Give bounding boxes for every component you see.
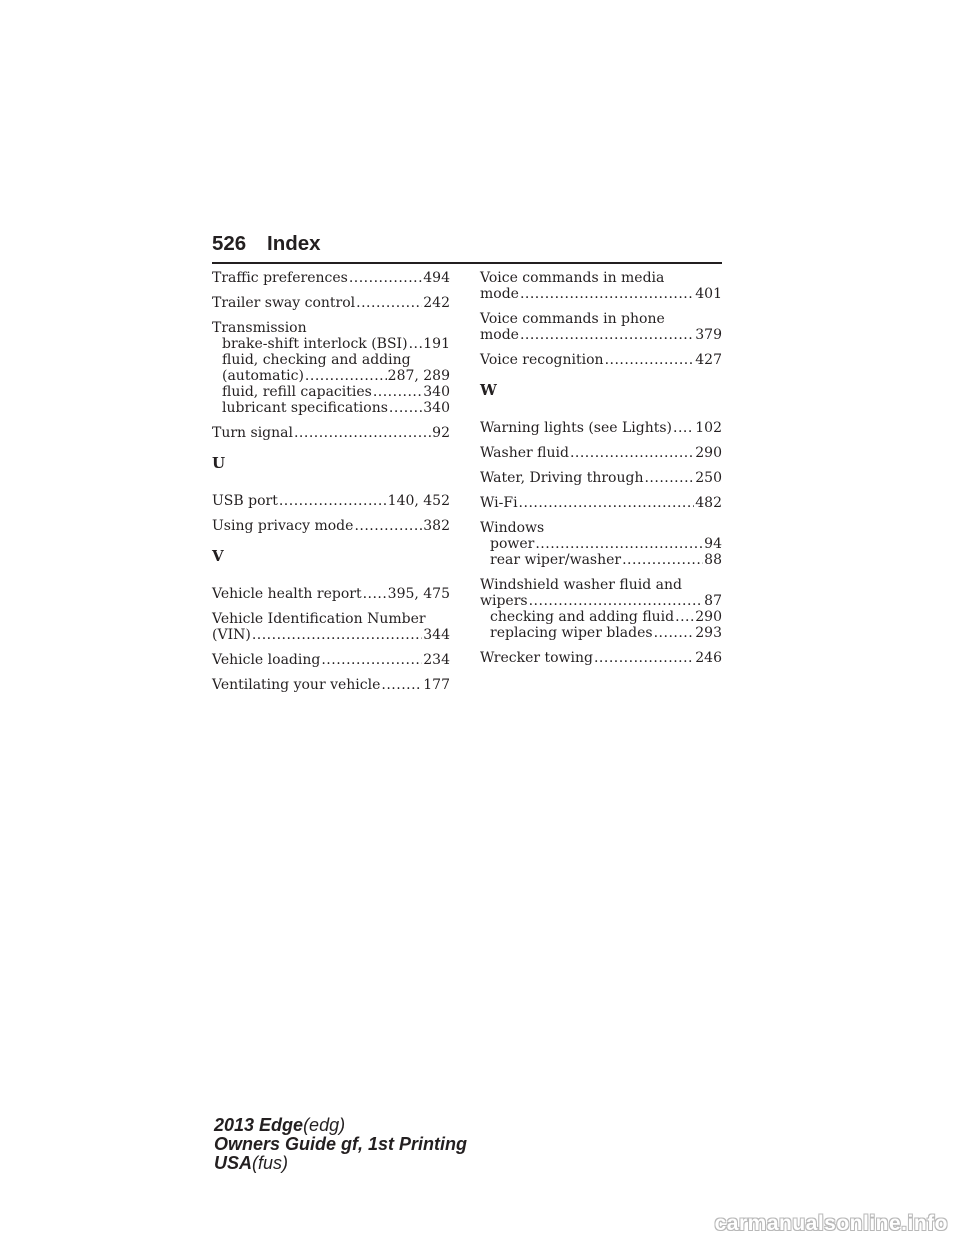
entry-page: 379 <box>695 327 722 343</box>
entry-text: Voice recognition <box>480 352 604 368</box>
dot-leader <box>594 650 694 666</box>
index-column-left <box>212 270 450 702</box>
subentry-page: 88 <box>704 552 722 568</box>
index-entry-washer-fluid <box>480 445 722 461</box>
entry-page: 494 <box>423 270 450 286</box>
entry-text: USB port <box>212 493 278 509</box>
subentry-page: 191 <box>423 336 450 352</box>
entry-page: 382 <box>423 518 450 534</box>
entry-page: 250 <box>695 470 722 486</box>
entry-page: 177 <box>423 677 450 693</box>
dot-leader <box>535 536 703 552</box>
dot-leader <box>570 445 694 461</box>
dot-leader <box>654 625 695 641</box>
index-entry-vehicle-loading <box>212 652 450 668</box>
footer-model: 2013 Edge <box>214 1115 304 1135</box>
index-entry-windshield <box>480 577 722 641</box>
entry-text: Vehicle health report <box>212 586 362 602</box>
entry-text: Washer fluid <box>480 445 569 461</box>
entry-text: Wi-Fi <box>480 495 518 511</box>
footer-line-guide <box>214 1135 467 1154</box>
dot-leader <box>381 677 422 693</box>
subentry-text: rear wiper/washer <box>490 552 622 568</box>
subentry-page: 287, 289 <box>387 368 450 384</box>
subentry-text: checking and adding fluid <box>490 609 675 625</box>
dot-leader <box>349 270 422 286</box>
index-entry-trailer <box>212 295 450 311</box>
entry-heading: Transmission <box>212 320 307 336</box>
entry-page: 140, 452 <box>387 493 450 509</box>
entry-text: mode <box>480 286 519 302</box>
footer-line-model <box>214 1116 467 1135</box>
dot-leader <box>605 352 695 368</box>
subentry-text: fluid, checking and adding <box>222 352 411 368</box>
index-entry-voice-phone <box>480 311 722 343</box>
entry-page: 482 <box>695 495 722 511</box>
subentry-page: 340 <box>423 384 450 400</box>
dot-leader <box>520 286 694 302</box>
index-entry-vin <box>212 611 450 643</box>
entry-text: Traffic preferences <box>212 270 348 286</box>
subentry-text: lubricant specifications <box>222 400 388 416</box>
entry-text: Turn signal <box>212 425 293 441</box>
dot-leader <box>520 327 694 343</box>
dot-leader <box>409 336 423 352</box>
dot-leader <box>356 295 422 311</box>
watermark: carmanualsonline.info <box>714 1212 948 1235</box>
entry-text: Windshield washer fluid and <box>480 577 682 593</box>
entry-heading: Windows <box>480 520 545 536</box>
index-entry-warning-lights <box>480 420 722 436</box>
entry-page: 344 <box>423 627 450 643</box>
footer-market-code: (fus) <box>252 1153 289 1173</box>
index-entry-water <box>480 470 722 486</box>
subentry-text: brake-shift interlock (BSI) <box>222 336 408 352</box>
subentry-page: 340 <box>423 400 450 416</box>
subentry-page: 293 <box>695 625 722 641</box>
entry-text: Trailer sway control <box>212 295 356 311</box>
footer-model-code: (edg) <box>303 1115 346 1135</box>
entry-page: 102 <box>695 420 722 436</box>
index-entry-turn-signal <box>212 425 450 441</box>
entry-text: Voice commands in media <box>480 270 665 286</box>
index-entry-health-report <box>212 586 450 602</box>
page-title: Index <box>267 232 321 255</box>
footer-guide: Owners Guide gf, 1st Printing <box>214 1134 468 1154</box>
index-entry-usb-port <box>212 493 450 509</box>
entry-text: wipers <box>480 593 528 609</box>
dot-leader <box>279 493 387 509</box>
index-entry-windows <box>480 520 722 568</box>
entry-page: 246 <box>695 650 722 666</box>
footer-line-market <box>214 1154 467 1173</box>
entry-page: 87 <box>704 593 722 609</box>
entry-text: Vehicle Identification Number <box>212 611 426 627</box>
entry-page: 401 <box>695 286 722 302</box>
dot-leader <box>305 368 387 384</box>
index-entry-traffic <box>212 270 450 286</box>
dot-leader <box>519 495 695 511</box>
dot-leader <box>675 609 694 625</box>
dot-leader <box>294 425 431 441</box>
footer-market: USA <box>214 1153 253 1173</box>
index-column-right <box>480 270 722 675</box>
entry-page: 92 <box>432 425 450 441</box>
index-entry-transmission <box>212 320 450 416</box>
index-entry-voice-media <box>480 270 722 302</box>
page-header <box>212 230 722 264</box>
entry-text: Warning lights (see Lights) <box>480 420 673 436</box>
entry-text: Water, Driving through <box>480 470 644 486</box>
entry-page: 395, 475 <box>387 586 450 602</box>
dot-leader <box>529 593 704 609</box>
entry-text: Voice commands in phone <box>480 311 665 327</box>
index-entry-voice-recognition <box>480 352 722 368</box>
entry-text: Using privacy mode <box>212 518 354 534</box>
entry-page: 242 <box>423 295 450 311</box>
subentry-text: fluid, refill capacities <box>222 384 372 400</box>
dot-leader <box>673 420 694 436</box>
entry-text: Wrecker towing <box>480 650 593 666</box>
subentry-text: replacing wiper blades <box>490 625 653 641</box>
dot-leader <box>622 552 703 568</box>
entry-text: (VIN) <box>212 627 251 643</box>
entry-page: 290 <box>695 445 722 461</box>
dot-leader <box>354 518 422 534</box>
entry-text: Ventilating your vehicle <box>212 677 381 693</box>
dot-leader <box>373 384 422 400</box>
section-letter-w: W <box>480 381 497 399</box>
entry-text: mode <box>480 327 519 343</box>
index-entry-privacy-mode <box>212 518 450 534</box>
index-entry-ventilating <box>212 677 450 693</box>
dot-leader <box>389 400 422 416</box>
dot-leader <box>321 652 422 668</box>
entry-page: 234 <box>423 652 450 668</box>
index-entry-wrecker <box>480 650 722 666</box>
subentry-page: 94 <box>704 536 722 552</box>
entry-page: 427 <box>695 352 722 368</box>
dot-leader <box>644 470 694 486</box>
section-letter-u: U <box>212 454 226 472</box>
entry-text: Vehicle loading <box>212 652 321 668</box>
subentry-text: (automatic) <box>222 368 304 384</box>
subentry-text: power <box>490 536 535 552</box>
subentry-page: 290 <box>695 609 722 625</box>
page-number: 526 <box>212 232 247 255</box>
dot-leader <box>363 586 387 602</box>
print-footer <box>214 1116 467 1173</box>
dot-leader <box>252 627 422 643</box>
section-letter-v: V <box>212 547 224 565</box>
index-entry-wifi <box>480 495 722 511</box>
